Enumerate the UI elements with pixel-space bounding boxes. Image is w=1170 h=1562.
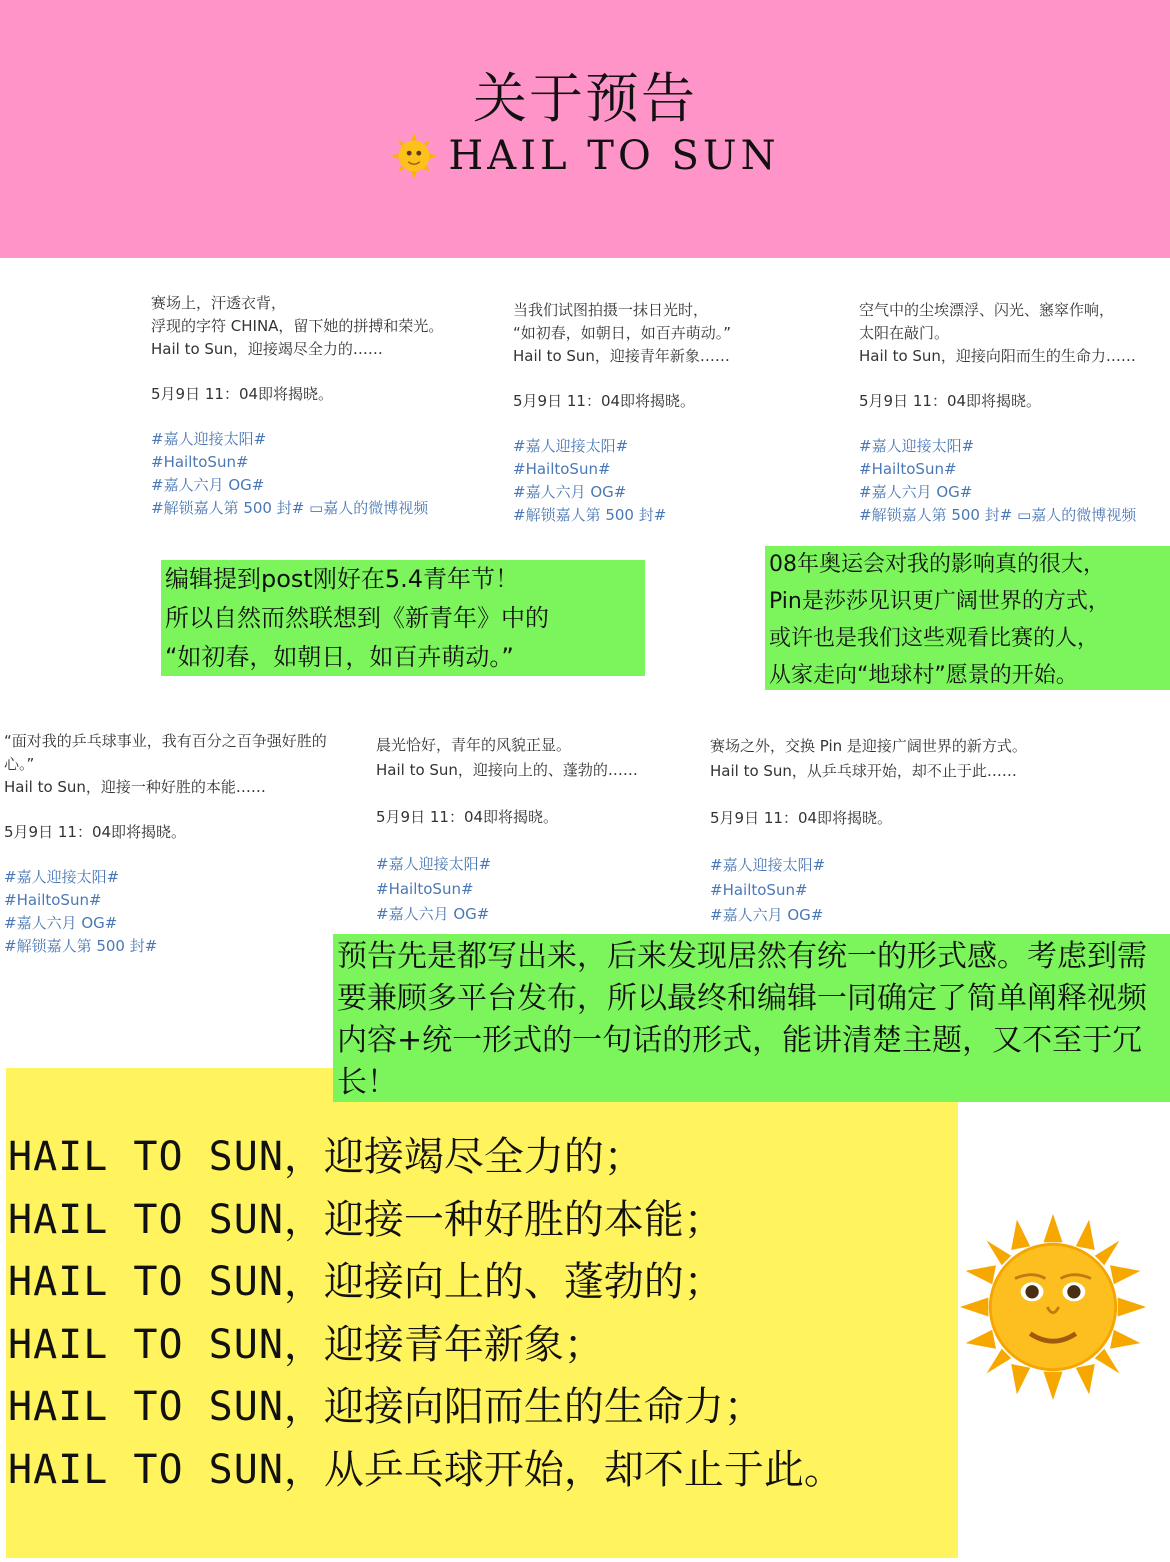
hashtag-row xyxy=(151,497,443,520)
hashtag-link[interactable]: #HailtoSun# xyxy=(4,891,102,909)
post-date: 5月9日 11：04即将揭晓。 xyxy=(151,385,334,403)
note-line: Pin是莎莎见识更广阔世界的方式， xyxy=(769,589,1110,614)
preview-post-1 xyxy=(151,292,443,520)
chant-text: ，迎接青年新象； xyxy=(283,1321,604,1368)
chant-line xyxy=(8,1439,958,1502)
chant-line xyxy=(8,1189,958,1252)
hashtag-link[interactable]: #解锁嘉人第 500 封# xyxy=(4,937,158,955)
chant-prefix: HAIL TO SUN xyxy=(8,1196,284,1243)
hashtag-link[interactable]: #嘉人六月 OG# xyxy=(513,483,627,501)
hashtag-link[interactable]: #嘉人迎接太阳# xyxy=(859,437,975,455)
sun-with-face-icon xyxy=(390,132,438,180)
note-line: 或许也是我们这些观看比赛的人， xyxy=(769,626,1100,651)
hashtag-link[interactable]: #嘉人迎接太阳# xyxy=(376,855,492,873)
hashtag-link[interactable]: #HailtoSun# xyxy=(376,880,474,898)
post-date: 5月9日 11：04即将揭晓。 xyxy=(859,392,1042,410)
chant-text: ，迎接向上的、蓬勃的； xyxy=(283,1259,724,1305)
video-link[interactable]: 嘉人的微博视频 xyxy=(1031,506,1137,524)
post-line: Hail to Sun，迎接青年新象…… xyxy=(513,347,730,365)
chant-text: ，迎接一种好胜的本能； xyxy=(283,1196,724,1243)
hashtag-row xyxy=(859,504,1136,527)
post-line: Hail to Sun，迎接竭尽全力的…… xyxy=(151,340,383,358)
hashtag-link[interactable]: #嘉人迎接太阳# xyxy=(513,437,629,455)
post-line: 当我们试图拍摄一抹日光时， xyxy=(513,301,709,319)
note-line: 08年奥运会对我的影响真的很大， xyxy=(769,552,1105,577)
hashtag-link[interactable]: #HailtoSun# xyxy=(710,881,808,899)
note-line: 从家走向“地球村”愿景的开始。 xyxy=(769,663,1078,688)
post-line: 赛场上，汗透衣背， xyxy=(151,294,287,312)
header-subtitle-row xyxy=(0,132,1170,180)
hashtag-link[interactable]: #嘉人迎接太阳# xyxy=(4,868,120,886)
chant-text: ，迎接竭尽全力的； xyxy=(283,1134,644,1180)
video-icon: ▭ xyxy=(1017,506,1032,524)
chant-list xyxy=(8,1126,958,1501)
hashtag-link[interactable]: #HailtoSun# xyxy=(151,453,249,471)
note-line: 编辑提到post刚好在5.4青年节！ xyxy=(165,565,519,593)
preview-post-5 xyxy=(376,733,638,927)
video-icon: ▭ xyxy=(309,499,324,517)
hashtag-link[interactable]: #嘉人迎接太阳# xyxy=(151,430,267,448)
hashtag-link[interactable]: #嘉人六月 OG# xyxy=(710,906,824,924)
note-youth-day xyxy=(161,560,645,676)
hashtag-link[interactable]: #嘉人六月 OG# xyxy=(376,905,490,923)
hashtag-link[interactable]: #解锁嘉人第 500 封# xyxy=(513,506,667,524)
post-date: 5月9日 11：04即将揭晓。 xyxy=(513,392,696,410)
video-link[interactable]: 嘉人的微博视频 xyxy=(323,499,429,517)
header-subtitle: HAIL TO SUN xyxy=(448,133,780,179)
chant-prefix: HAIL TO SUN xyxy=(8,1321,284,1368)
hashtag-link[interactable]: #HailtoSun# xyxy=(859,460,957,478)
post-line: Hail to Sun，迎接一种好胜的本能…… xyxy=(4,778,266,796)
note-line: 所以自然而然联想到《新青年》中的 xyxy=(165,604,549,632)
hashtag-link[interactable]: #嘉人迎接太阳# xyxy=(710,856,826,874)
chant-prefix: HAIL TO SUN xyxy=(8,1446,284,1493)
preview-post-6 xyxy=(710,734,1027,928)
post-date: 5月9日 11：04即将揭晓。 xyxy=(710,809,893,827)
post-line: 心。” xyxy=(4,755,35,773)
chant-text: ，从乒乓球开始，却不止于此。 xyxy=(283,1446,844,1493)
hashtag-link[interactable]: #嘉人六月 OG# xyxy=(151,476,265,494)
post-line: 太阳在敲门。 xyxy=(859,324,950,342)
preview-post-2 xyxy=(513,299,731,527)
header-banner xyxy=(0,0,1170,258)
post-date: 5月9日 11：04即将揭晓。 xyxy=(376,808,559,826)
chant-text: ，迎接向阳而生的生命力； xyxy=(283,1384,764,1430)
post-line: “如初春，如朝日，如百卉萌动。” xyxy=(513,324,732,342)
hashtag-link[interactable]: #HailtoSun# xyxy=(513,460,611,478)
post-line: 赛场之外，交换 Pin 是迎接广阔世界的新方式。 xyxy=(710,737,1027,755)
post-line: “面对我的乒乓球事业，我有百分之百争强好胜的 xyxy=(4,732,327,750)
post-line: 空气中的尘埃漂浮、闪光、窸窣作响， xyxy=(859,301,1115,319)
chant-prefix: HAIL TO SUN xyxy=(8,1384,284,1430)
post-line: Hail to Sun，迎接向上的、蓬勃的…… xyxy=(376,761,638,779)
note-olympics xyxy=(765,546,1170,690)
page-title: 关于预告 xyxy=(473,67,697,130)
post-line: Hail to Sun，迎接向阳而生的生命力…… xyxy=(859,347,1136,365)
hashtag-link[interactable]: #解锁嘉人第 500 封# xyxy=(859,506,1013,524)
hashtag-link[interactable]: #嘉人六月 OG# xyxy=(4,914,118,932)
post-date: 5月9日 11：04即将揭晓。 xyxy=(4,823,187,841)
note-line: “如初春，如朝日，如百卉萌动。” xyxy=(165,643,514,671)
chant-line xyxy=(8,1251,958,1314)
sun-with-face-icon xyxy=(958,1212,1148,1402)
preview-post-3 xyxy=(859,299,1136,527)
chant-line xyxy=(8,1314,958,1377)
preview-post-4 xyxy=(4,730,327,958)
chant-line xyxy=(8,1126,958,1189)
note-format: 预告先是都写出来，后来发现居然有统一的形式感。考虑到需要兼顾多平台发布，所以最终和编辑一同确定了简单阐释视频内容+统一形式的一句话的形式，能讲清楚主题，又不至于冗长！ xyxy=(333,934,1170,1102)
post-line: Hail to Sun，从乒乓球开始，却不止于此…… xyxy=(710,762,1017,780)
hashtag-link[interactable]: #嘉人六月 OG# xyxy=(859,483,973,501)
post-line: 浮现的字符 CHINA，留下她的拼搏和荣光。 xyxy=(151,317,444,335)
chant-prefix: HAIL TO SUN xyxy=(8,1259,284,1305)
hashtag-link[interactable]: #解锁嘉人第 500 封# xyxy=(151,499,305,517)
chant-prefix: HAIL TO SUN xyxy=(8,1134,284,1180)
chant-line xyxy=(8,1376,958,1439)
post-line: 晨光恰好，青年的风貌正显。 xyxy=(376,736,572,754)
